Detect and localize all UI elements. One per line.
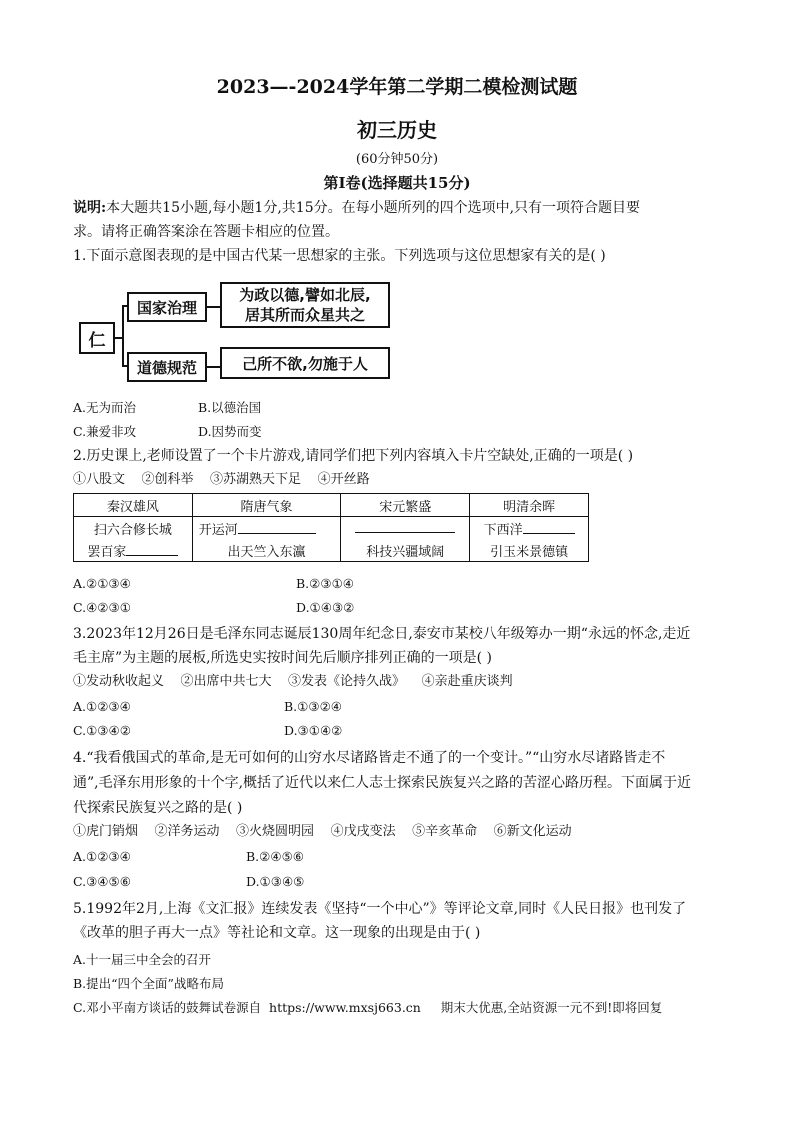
q2-stem: 2.历史课上,老师设置了一个卡片游戏,请同学们把下列内容填入卡片空缺处,正确的一项是( ) xyxy=(73,448,634,464)
q4-items: ①虎门销烟 ②洋务运动 ③火烧圆明园 ④戊戌变法 ⑤辛亥革命 ⑥新文化运动 xyxy=(73,824,572,839)
q4-option-b: B.②④⑤⑥ xyxy=(246,849,304,864)
fill-blank xyxy=(355,520,455,533)
table-cell: 引玉米景德镇 xyxy=(470,539,589,562)
q2-option-b: B.②③①④ xyxy=(296,576,354,591)
table-cell: 扫六合修长城 xyxy=(74,517,193,540)
table-header: 隋唐气象 xyxy=(192,494,340,517)
q4-stem-line2: 通”,毛泽东用形象的十个字,概括了近代以来仁人志士探索民族复兴之路的苦涩心路历程。下面属于近 xyxy=(73,775,692,791)
table-header: 宋元繁盛 xyxy=(341,494,470,517)
subject-title: 初三历史 xyxy=(357,118,437,142)
q1-option-d: D.因势而变 xyxy=(198,424,262,439)
q3-stem-line1: 3.2023年12月26日是毛泽东同志诞辰130周年纪念日,泰安市某校八年级筹办一期“永远的怀念,走近 xyxy=(73,626,691,642)
q2-option-a: A.②①③④ xyxy=(73,576,131,591)
q2-option-c: C.④②③① xyxy=(73,600,131,615)
q4-option-d: D.①③④⑤ xyxy=(246,874,305,889)
q3-option-c: C.①③④② xyxy=(73,723,131,738)
q5-stem-line1: 5.1992年2月,上海《文汇报》连续发表《坚持“一个中心”》等评论文章,同时《人民日报》也刊发了 xyxy=(73,901,687,917)
diagram-branch-governance: 国家治理 xyxy=(127,292,207,322)
q3-option-b: B.①③②④ xyxy=(284,699,342,714)
diagram-branch-morality: 道德规范 xyxy=(127,352,207,382)
quote1-line1: 为政以德,譬如北辰, xyxy=(239,286,371,304)
table-header: 明清余晖 xyxy=(470,494,589,517)
q1-option-a: A.无为而治 xyxy=(73,400,137,415)
q2-option-d: D.①④③② xyxy=(296,600,355,615)
fill-blank xyxy=(523,521,575,534)
table-header: 秦汉雄风 xyxy=(74,494,193,517)
exam-title: 2023—-2024学年第二学期二模检测试题 xyxy=(216,76,578,98)
q5-option-a: A.十一届三中全会的召开 xyxy=(73,952,212,967)
diagram-root-ren: 仁 xyxy=(79,322,115,354)
fill-blank xyxy=(126,543,178,556)
q4-option-c: C.③④⑤⑥ xyxy=(73,874,131,889)
q3-items: ①发动秋收起义 ②出席中共七大 ③发表《论持久战》 ④亲赴重庆谈判 xyxy=(73,674,513,689)
table-cell: 出天竺入东瀛 xyxy=(192,539,340,562)
diagram-quote1 xyxy=(220,282,390,328)
q4-option-a: A.①②③④ xyxy=(73,849,131,864)
q3-option-a: A.①②③④ xyxy=(73,699,131,714)
q2-card-table xyxy=(73,493,589,562)
diagram-connector xyxy=(207,366,221,368)
q3-option-d: D.③①④② xyxy=(284,723,343,738)
diagram-quote2: 己所不欲,勿施于人 xyxy=(220,347,390,379)
q5-option-b: B.提出“四个全面”战略布局 xyxy=(73,976,224,991)
q5-stem-line2: 《改革的胆子再大一点》等社论和文章。这一现象的出现是由于( ) xyxy=(73,925,481,941)
q4-stem-line1: 4.“我看俄国式的革命,是无可如何的山穷水尽诸路皆走不通了的一个变计。”“山穷水尽诸路皆走不 xyxy=(73,750,666,766)
instructions-line2: 求。请将正确答案涂在答题卡相应的位置。 xyxy=(73,224,339,240)
time-score: (60分钟50分) xyxy=(355,152,439,167)
q4-stem-line3: 代探索民族复兴之路的是( ) xyxy=(73,800,243,816)
diagram-connector xyxy=(207,306,221,308)
q1-stem: 1.下面示意图表现的是中国古代某一思想家的主张。下列选项与这位思想家有关的是( ) xyxy=(73,248,606,264)
q3-stem-line2: 毛主席”为主题的展板,所选史实按时间先后顺序排列正确的一项是( ) xyxy=(73,650,492,666)
instructions-text: 本大题共15小题,每小题1分,共15分。在每小题所列的四个选项中,只有一项符合题目要 xyxy=(106,200,641,216)
q1-option-c: C.兼爱非攻 xyxy=(73,424,137,439)
table-cell: 罢百家 xyxy=(74,539,193,562)
quote1-line2: 居其所而众星共之 xyxy=(244,306,365,324)
instructions-line1 xyxy=(73,196,640,220)
table-cell xyxy=(341,517,470,540)
fill-blank xyxy=(238,521,316,534)
q5-option-c: C.邓小平南方谈话的鼓舞试卷源自 https://www.mxsj663.cn 期末大优惠,全站资源一元不到!即将回复 xyxy=(73,1000,663,1015)
diagram-bracket xyxy=(122,305,124,367)
q2-items: ①八股文 ②创科举 ③苏湖熟天下足 ④开丝路 xyxy=(73,472,370,487)
table-cell: 下西洋 xyxy=(470,517,589,540)
table-cell: 开运河 xyxy=(192,517,340,540)
table-cell: 科技兴疆域阔 xyxy=(341,539,470,562)
section-title: 第Ⅰ卷(选择题共15分) xyxy=(323,174,471,192)
instructions-label: 说明: xyxy=(73,200,107,216)
q1-option-b: B.以德治国 xyxy=(198,400,262,415)
